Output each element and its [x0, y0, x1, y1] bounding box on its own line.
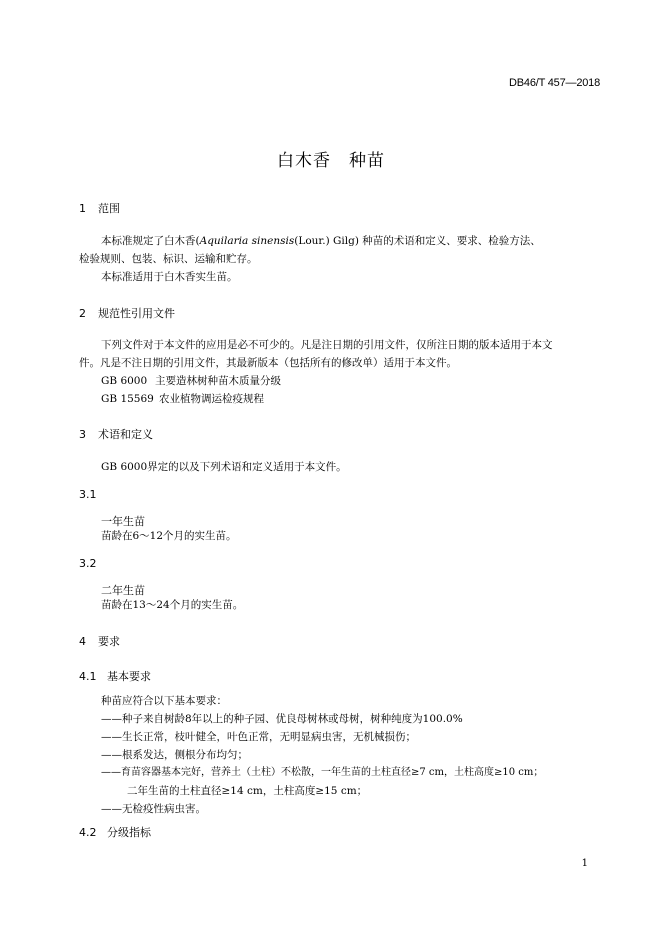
section-number: 2 — [79, 307, 86, 320]
reference-code: GB 6000 — [101, 375, 148, 387]
term-definition: 苗龄在13～24个月的实生苗。 — [101, 599, 244, 611]
section-1-heading — [79, 200, 120, 216]
term-definition: 苗龄在6～12个月的实生苗。 — [101, 530, 237, 542]
subsection-number: 4.1 — [79, 670, 97, 683]
species-latin-name: Aquilaria sinensis — [199, 235, 295, 247]
scope-applicability: 本标准适用于白木香实生苗。 — [101, 271, 238, 283]
section-number: 1 — [79, 202, 86, 215]
section-title: 术语和定义 — [98, 428, 153, 441]
reference-code: GB 15569 — [101, 393, 154, 405]
requirement-item: ——无检疫性病虫害。 — [101, 803, 206, 815]
section-title: 规范性引用文件 — [98, 307, 175, 320]
section-number: 3 — [79, 428, 86, 441]
terms-intro: GB 6000界定的以及下列术语和定义适用于本文件。 — [101, 461, 347, 473]
subsection-number: 4.2 — [79, 826, 97, 839]
section-title: 要求 — [98, 635, 120, 648]
reference-item — [79, 390, 609, 408]
subsection-4-2-heading — [79, 824, 151, 840]
section-number: 4 — [79, 635, 86, 648]
requirement-item-continuation: 二年生苗的土柱直径≥14 cm，土柱高度≥15 cm； — [127, 785, 368, 797]
basic-requirements-list — [101, 692, 621, 818]
requirement-item: ——育苗容器基本完好，营养土（土柱）不松散，一年生苗的土柱直径≥7 cm，土柱高度≥10 cm； — [101, 767, 544, 778]
section-2-heading — [79, 305, 175, 321]
subsection-4-1-heading — [79, 668, 151, 684]
section-3-heading — [79, 426, 153, 442]
section-4-heading — [79, 633, 120, 649]
page-number: 1 — [581, 858, 588, 869]
subsection-title: 分级指标 — [107, 826, 151, 839]
scope-paragraph: 本标准规定了白木香(Aquilaria sinensis(Lour.) Gilg) 种苗的术语和定义、要求、检验方法、 检验规则、包装、标识、运输和贮存。 本标准适用于白木香实生苗。 — [79, 232, 609, 286]
reference-item — [79, 372, 609, 390]
requirement-item: ——根系发达，侧根分布均匀； — [101, 749, 248, 761]
subsection-title: 基本要求 — [107, 670, 151, 683]
reference-name: 主要造林树种苗木质量分级 — [155, 375, 281, 387]
term-number: 3.2 — [79, 557, 97, 570]
reference-name: 农业植物调运检疫规程 — [159, 393, 264, 405]
requirements-intro: 种苗应符合以下基本要求： — [101, 695, 227, 707]
document-title: 白木香 种苗 — [277, 151, 385, 171]
requirement-item: ——生长正常，枝叶健全，叶色正常，无明显病虫害，无机械损伤； — [101, 731, 416, 743]
standard-code: DB46/T 457—2018 — [509, 77, 600, 89]
term-name: 二年生苗 — [101, 584, 145, 597]
term-number: 3.1 — [79, 488, 97, 501]
term-name: 一年生苗 — [101, 515, 145, 528]
requirement-item: ——种子来自树龄8年以上的种子园、优良母树林或母树，树种纯度为100.0% — [101, 713, 463, 725]
section-title: 范围 — [98, 202, 120, 215]
normative-references-paragraph: 下列文件对于本文件的应用是必不可少的。凡是注日期的引用文件，仅所注日期的版本适用于本文 件。凡是不注日期的引用文件，其最新版本（包括所有的修改单）适用于本文件。 GB 6000 主要造林树种苗木质量分级 GB 15569 农业植物调运检疫规程 — [79, 336, 609, 408]
